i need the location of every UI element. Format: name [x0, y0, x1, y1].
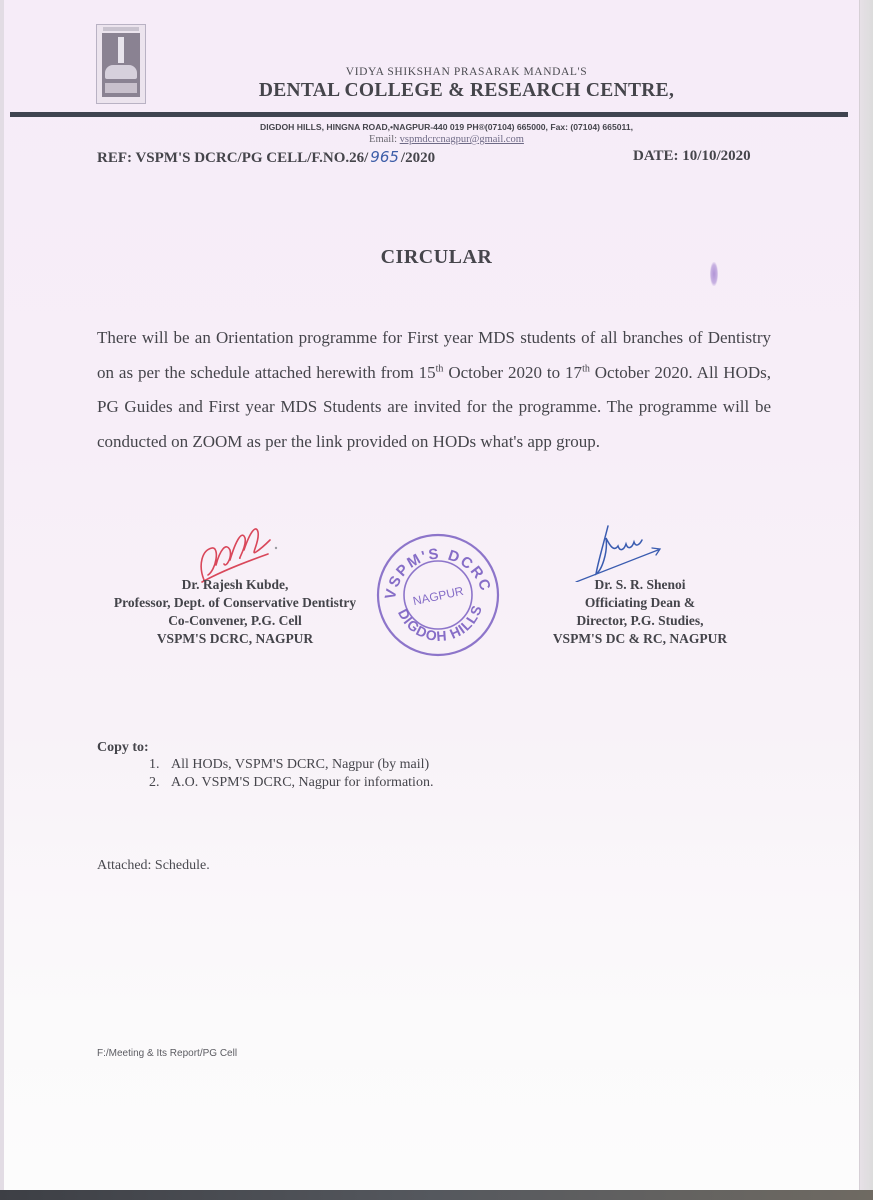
- stamp-bottom-text: DIGDOH HILLS: [395, 602, 486, 645]
- ordinal-sup: th: [435, 362, 444, 374]
- copy-to-item: 1. All HODs, VSPM'S DCRC, Nagpur (by mail): [163, 756, 433, 774]
- signatory-name: Dr. S. R. Shenoi: [594, 577, 686, 592]
- stamp-top-text: VSPM'S DCRC: [381, 545, 495, 601]
- copy-to-item: 2. A.O. VSPM'S DCRC, Nagpur for information.: [163, 774, 433, 792]
- copy-to-heading: Copy to:: [97, 740, 149, 755]
- scan-right-edge: [859, 0, 873, 1200]
- scan-left-edge: [0, 0, 4, 1200]
- signature-blue-icon: [568, 522, 668, 582]
- document-title: CIRCULAR: [380, 246, 493, 268]
- org-name: DENTAL COLLEGE & RESEARCH CENTRE,: [258, 80, 675, 101]
- signatory-institution: VSPM'S DC & RC, NAGPUR: [552, 631, 728, 646]
- circular-body: [97, 321, 771, 459]
- document-date: DATE: 10/10/2020: [633, 148, 751, 164]
- file-path-footer: F:/Meeting & Its Report/PG Cell: [97, 1048, 238, 1059]
- signatory-designation: Officiating Dean &: [584, 595, 696, 610]
- email-link[interactable]: vspmdcrcnagpur@gmail.com: [399, 134, 524, 145]
- signatory-role: Co-Convener, P.G. Cell: [168, 613, 302, 628]
- signatory-name: Dr. Rajesh Kubde,: [181, 577, 289, 592]
- signatory-right: [520, 576, 760, 648]
- copy-to-list: [97, 756, 433, 792]
- svg-text:DIGDOH HILLS: [395, 603, 485, 645]
- body-text-1: There will be an Orientation programme for First year MDS students of all branches of Dentistry on as per the schedule attached herewith from 15: [97, 328, 771, 382]
- reference-number: [97, 148, 435, 167]
- official-stamp-icon: [373, 530, 503, 660]
- address-line: DIGDOH HILLS, HINGNA ROAD,•NAGPUR-440 019 PH®(07104) 665000, Fax: (07104) 665011,: [260, 122, 633, 132]
- attachment-note: Attached: Schedule.: [97, 858, 210, 873]
- ordinal-sup: th: [582, 362, 590, 374]
- email-line: [0, 134, 873, 145]
- org-subtitle: VIDYA SHIKSHAN PRASARAK MANDAL'S: [345, 66, 588, 78]
- signatory-role: Director, P.G. Studies,: [576, 613, 704, 628]
- ink-blot-mark: [710, 262, 718, 286]
- letterhead-rule: [10, 112, 848, 117]
- handwritten-number: 965: [370, 148, 399, 166]
- copy-to-section: [97, 740, 433, 792]
- reference-suffix: /2020: [400, 150, 436, 166]
- body-text-3: October 2020. All HODs, PG Guides and First year MDS Students are invited for the programme. The programme will be conducted on ZOOM as per the link provided on HODs what's app group.: [97, 362, 772, 451]
- body-text-2: October 2020 to 17: [443, 362, 583, 382]
- stamp-center-text: NAGPUR: [411, 583, 465, 609]
- signatory-left: [60, 576, 410, 648]
- signatory-designation: Professor, Dept. of Conservative Dentistry: [113, 595, 357, 610]
- scan-bottom-edge: [0, 1190, 873, 1200]
- email-label: Email:: [369, 134, 398, 145]
- reference-prefix: REF: VSPM'S DCRC/PG CELL/F.NO.26/: [97, 150, 369, 166]
- signatory-institution: VSPM'S DCRC, NAGPUR: [156, 631, 314, 646]
